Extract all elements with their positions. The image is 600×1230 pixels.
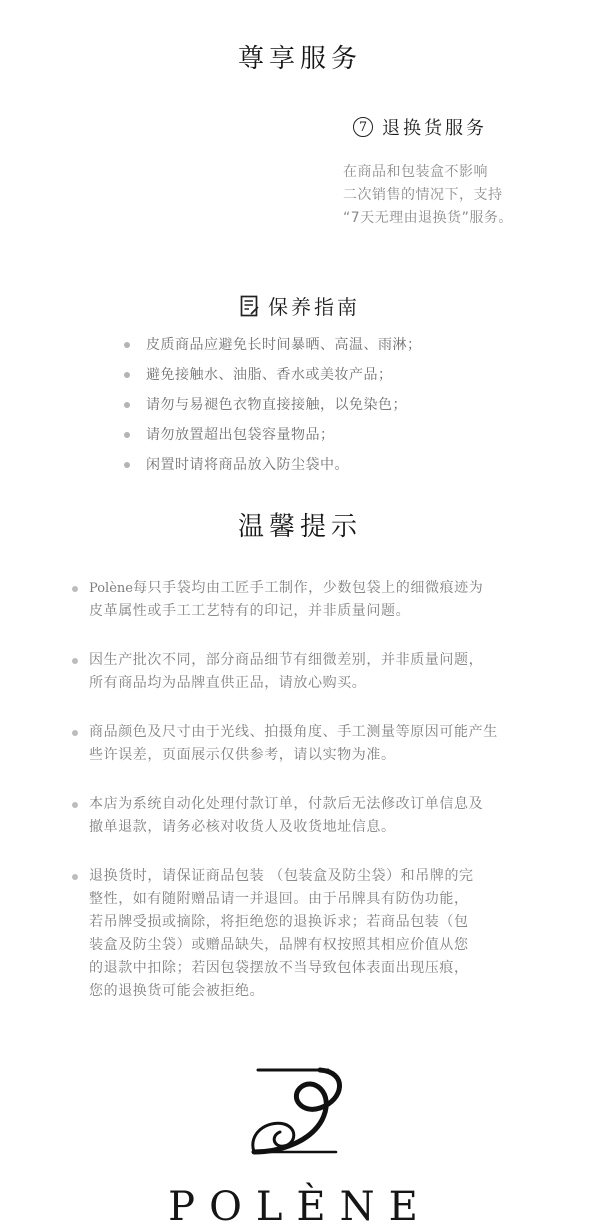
tips-list <box>72 577 542 1003</box>
tip-line: 若吊牌受损或摘除，将拒绝您的退换诉求；若商品包装（包 <box>89 914 469 930</box>
tip-line: 装盒及防尘袋）或赠品缺失，品牌有权按照其相应价值从您 <box>89 937 469 953</box>
returns-service-title: 退换货服务 <box>382 118 487 139</box>
returns-desc-line: 二次销售的情况下，支持 <box>343 187 503 203</box>
bullet <box>72 730 78 736</box>
tip-line: 的退款中扣除；若因包袋摆放不当导致包体表面出现压痕， <box>89 960 469 976</box>
list-item-text: 闲置时请将商品放入防尘袋中。 <box>146 457 349 473</box>
tip-line: 每只手袋均由工匠手工制作，少数包袋上的细微痕迹为 <box>132 580 484 596</box>
bullet <box>124 432 130 438</box>
bullet <box>124 342 130 348</box>
list-item <box>72 865 542 1003</box>
tip-line: 商品颜色及尺寸由于光线、拍摄角度、手工测量等原因可能产生 <box>89 724 498 740</box>
bullet <box>72 874 78 880</box>
tip-line: 您的退换货可能会被拒绝。 <box>89 983 265 999</box>
seven-day-circle-icon: 7 <box>353 117 373 137</box>
care-guide-list <box>124 334 422 484</box>
tip-line: 撤单退款，请务必核对收货人及收货地址信息。 <box>89 819 396 835</box>
list-item <box>72 577 542 623</box>
list-item <box>72 721 542 767</box>
bullet <box>72 802 78 808</box>
list-item <box>72 649 542 695</box>
returns-desc-line: 在商品和包装盒不影响 <box>343 164 488 180</box>
bullet <box>124 402 130 408</box>
bullet <box>72 586 78 592</box>
tip-line: 所有商品均为品牌直供正品，请放心购买。 <box>89 675 367 691</box>
brand-name: Polène <box>89 581 133 596</box>
care-guide-heading <box>0 291 600 320</box>
tips-title: 温馨提示 <box>237 512 362 542</box>
list-item-text: 皮质商品应避免长时间暴晒、高温、雨淋； <box>146 337 422 353</box>
bullet <box>124 462 130 468</box>
list-item <box>124 424 422 454</box>
list-item <box>124 394 422 424</box>
list-item <box>124 454 422 484</box>
care-guide-title: 保养指南 <box>268 295 360 319</box>
brand-wordmark: POLÈNE <box>168 1184 432 1230</box>
list-item <box>72 793 542 839</box>
tip-line: 退换货时，请保证商品包装 （包装盒及防尘袋）和吊牌的完 <box>89 868 474 884</box>
bullet <box>72 658 78 664</box>
polene-monogram-logo <box>240 1062 360 1162</box>
bullet <box>124 372 130 378</box>
list-item-text: 避免接触水、油脂、香水或美妆产品； <box>146 367 393 383</box>
list-item-text: 请勿与易褪色衣物直接接触，以免染色； <box>146 397 407 413</box>
tip-line: 皮革属性或手工工艺特有的印记，并非质量问题。 <box>89 603 411 619</box>
returns-service-heading <box>353 114 487 140</box>
list-item <box>124 364 422 394</box>
list-item-text: 请勿放置超出包袋容量物品； <box>146 427 335 443</box>
returns-service-description <box>343 161 513 230</box>
tip-line: 因生产批次不同，部分商品细节有细微差别，并非质量问题， <box>89 652 484 668</box>
list-item <box>124 334 422 364</box>
document-icon <box>240 295 260 317</box>
tip-line: 整性，如有随附赠品请一并退回。由于吊牌具有防伪功能， <box>89 891 469 907</box>
tip-line: 些许误差，页面展示仅供参考，请以实物为准。 <box>89 747 396 763</box>
returns-desc-line: “7天无理由退换货”服务。 <box>343 210 513 226</box>
services-title: 尊享服务 <box>237 44 362 74</box>
tip-line: 本店为系统自动化处理付款订单，付款后无法修改订单信息及 <box>89 796 484 812</box>
